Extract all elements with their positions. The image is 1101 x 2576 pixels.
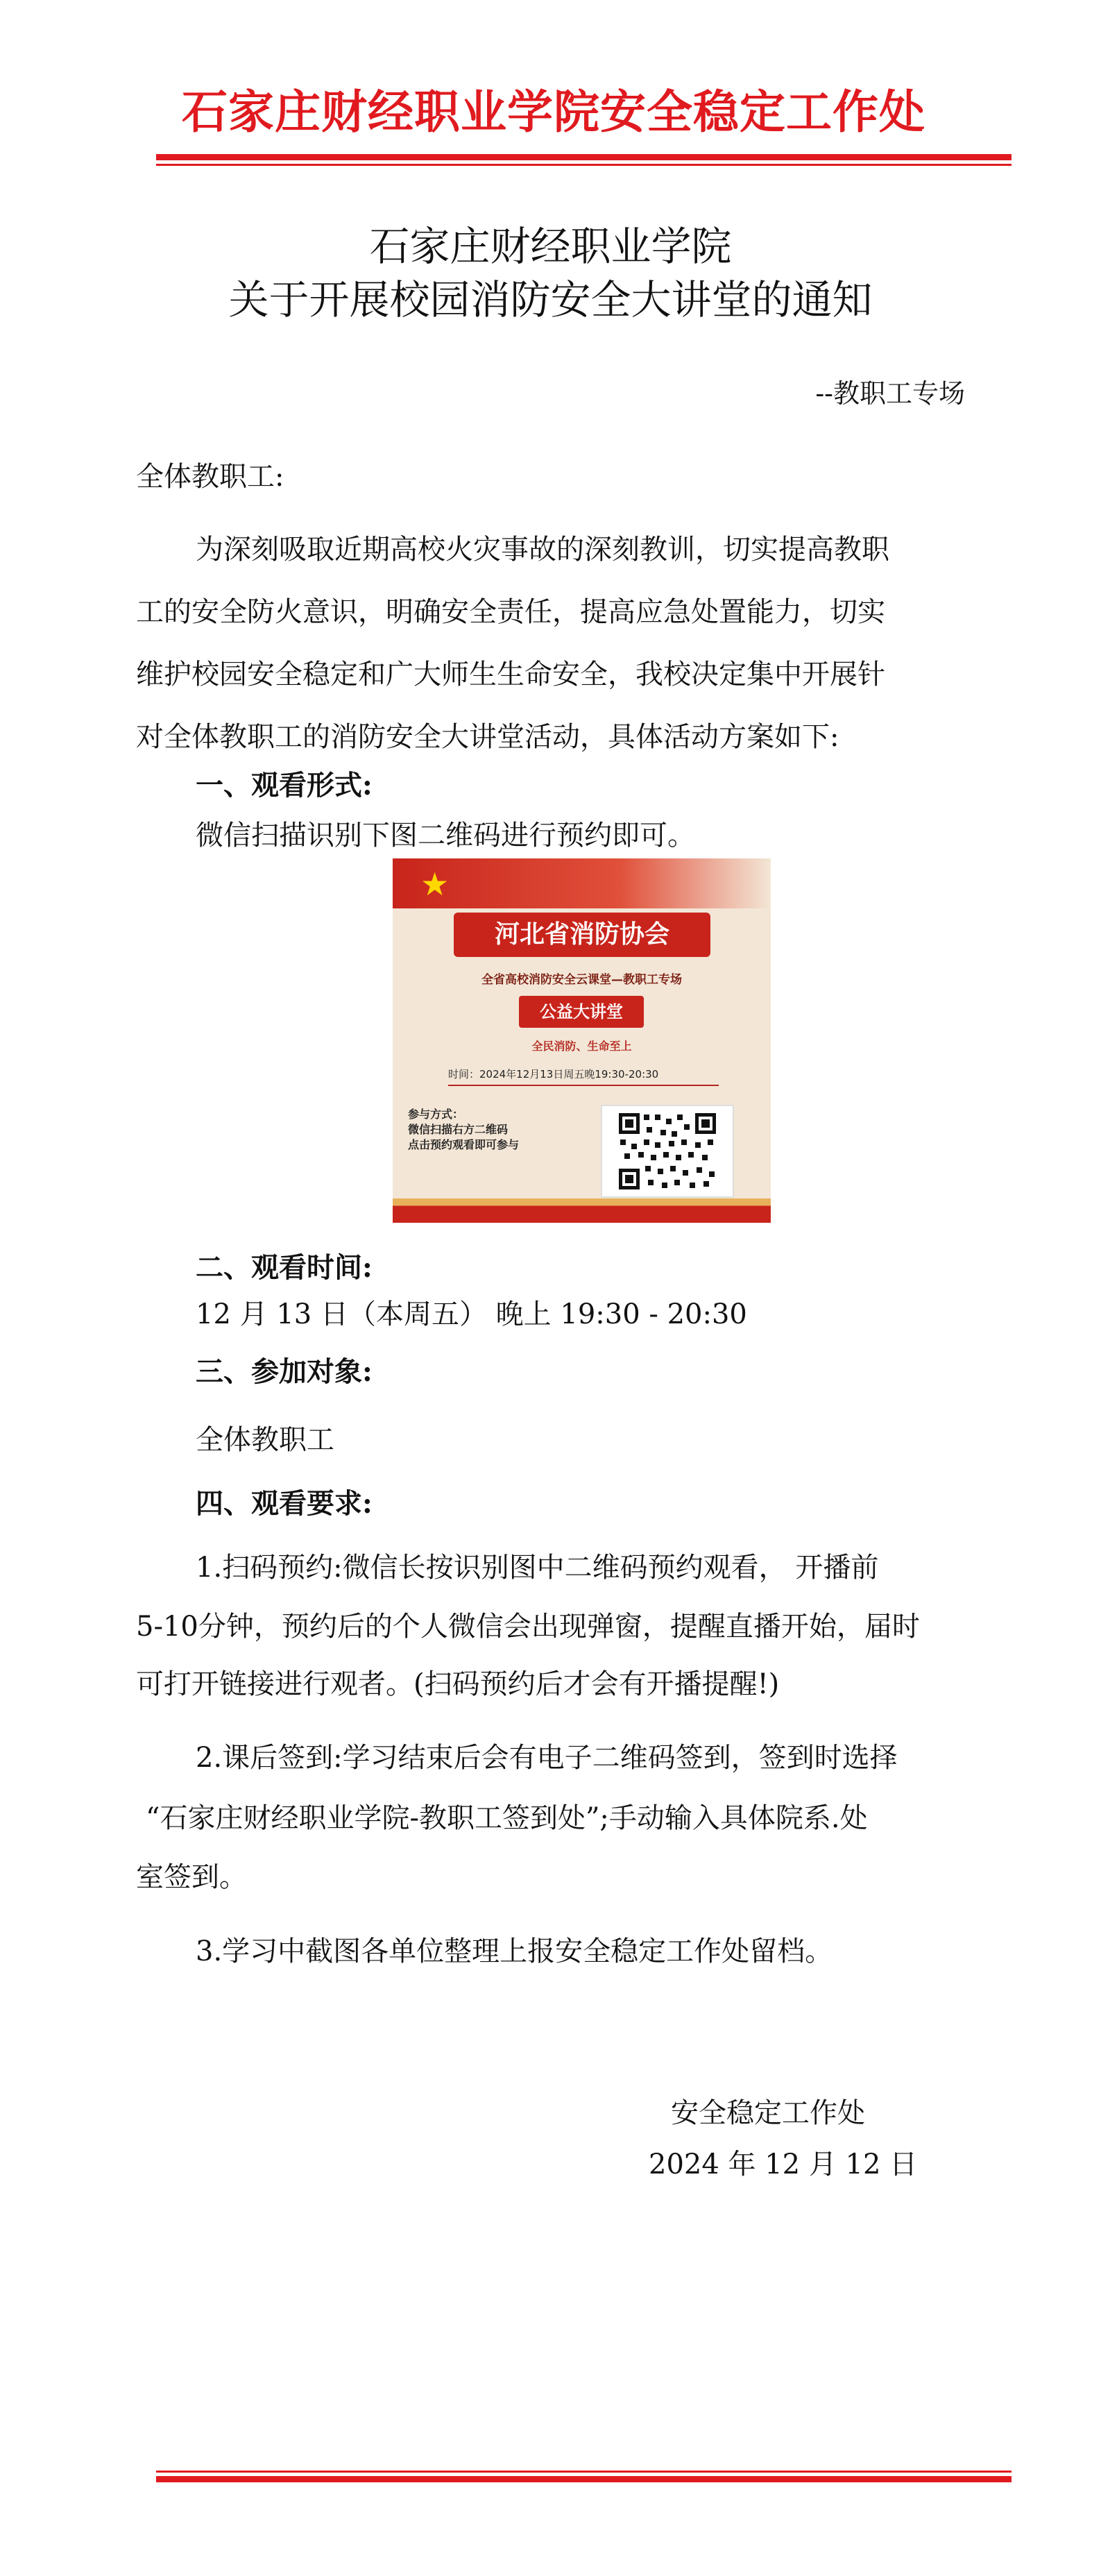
poster-divider <box>448 1085 719 1086</box>
requirement-1-line: 1.扫码预约:微信长按识别图中二维码预约观看， 开播前 <box>196 1552 879 1584</box>
qr-code-icon[interactable] <box>601 1105 734 1198</box>
section-2-heading: 二、观看时间: <box>196 1251 373 1284</box>
requirement-2-line: “石家庄财经职业学院-教职工签到处”;手动输入具体院系.处 <box>146 1802 868 1834</box>
signature-date: 2024 年 12 月 12 日 <box>649 2149 918 2180</box>
section-3-heading: 三、参加对象: <box>196 1355 373 1388</box>
footer-rule-thick <box>156 2476 1012 2482</box>
poster-flag-band <box>393 858 771 908</box>
poster-slogan: 全民消防、生命至上 <box>531 1040 632 1053</box>
requirement-1-line: 可打开链接进行观者。(扫码预约后才会有开播提醒!) <box>136 1668 780 1700</box>
poster-join-label: 参与方式： <box>408 1108 464 1121</box>
org-header: 石家庄财经职业学院安全稳定工作处 <box>182 85 925 139</box>
requirement-1-line: 5-10分钟，预约后的个人微信会出现弹窗，提醒直播开始，届时 <box>136 1611 920 1643</box>
intro-line: 为深刻吸取近期高校火灾事故的深刻教训，切实提高教职 <box>196 534 889 566</box>
notice-subtitle: --教职工专场 <box>815 378 965 409</box>
section-1-text: 微信扫描识别下图二维码进行预约即可。 <box>196 820 695 851</box>
poster-title: 河北省消防协会 <box>454 913 710 957</box>
signature-department: 安全稳定工作处 <box>671 2097 865 2129</box>
salutation: 全体教职工: <box>136 461 284 493</box>
requirement-2-line: 室签到。 <box>136 1861 247 1893</box>
notice-title-line-1: 石家庄财经职业学院 <box>369 223 732 270</box>
requirement-2-line: 2.课后签到:学习结束后会有电子二维码签到，签到时选择 <box>196 1742 898 1774</box>
poster-bottom-band <box>393 1198 771 1223</box>
poster-join-line: 微信扫描右方二维码 <box>408 1123 509 1136</box>
footer-rule-thin <box>156 2471 1012 2473</box>
poster-time: 时间：2024年12月13日周五晚19:30-20:30 <box>448 1068 659 1081</box>
section-4-heading: 四、观看要求: <box>196 1487 373 1520</box>
poster-join-info <box>408 1107 567 1153</box>
section-2-text: 12 月 13 日（本周五） 晚上 19:30 - 20:30 <box>196 1298 747 1330</box>
notice-title-line-2: 关于开展校园消防安全大讲堂的通知 <box>228 276 873 323</box>
section-3-text: 全体教职工 <box>196 1424 334 1456</box>
event-poster <box>393 858 771 1223</box>
requirement-3-text: 3.学习中截图各单位整理上报安全稳定工作处留档。 <box>196 1935 833 1967</box>
poster-subtitle: 全省高校消防安全云课堂—教职工专场 <box>481 973 682 987</box>
header-rule-thick <box>156 154 1012 160</box>
poster-join-line: 点击预约观看即可参与 <box>408 1138 520 1151</box>
flag-star-icon: ★ <box>420 865 450 903</box>
intro-line: 维护校园安全稳定和广大师生生命安全，我校决定集中开展针 <box>136 659 885 690</box>
intro-line: 工的安全防火意识，明确安全责任，提高应急处置能力，切实 <box>136 596 885 628</box>
intro-line: 对全体教职工的消防安全大讲堂活动，具体活动方案如下: <box>136 721 839 753</box>
section-1-heading: 一、观看形式: <box>196 769 373 802</box>
header-rule-thin <box>156 164 1012 166</box>
poster-badge: 公益大讲堂 <box>519 996 644 1028</box>
